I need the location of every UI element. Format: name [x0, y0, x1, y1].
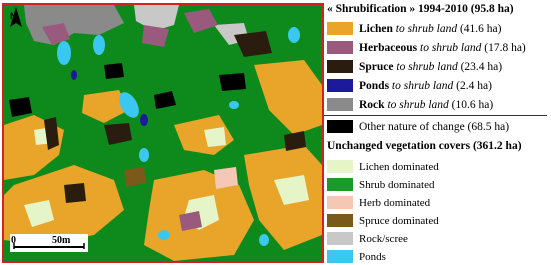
legend-swatch — [327, 98, 353, 111]
pond-change-patch — [71, 70, 77, 80]
legend-swatch — [327, 120, 353, 133]
north-label: N — [10, 11, 17, 21]
pond — [229, 101, 239, 109]
legend-swatch — [327, 160, 353, 173]
legend-item-shrub-dominated: Shrub dominated — [327, 177, 434, 192]
legend-item-other-change: Other nature of change (68.5 ha) — [327, 119, 509, 134]
legend-item-herb-dominated: Herb dominated — [327, 195, 430, 210]
legend-swatch — [327, 214, 353, 227]
legend-item-herbaceous-change: Herbaceous to shrub land (17.8 ha) — [327, 40, 526, 55]
other-change-patch — [104, 63, 124, 79]
legend-item-rock-scree: Rock/scree — [327, 231, 408, 246]
legend-swatch — [327, 41, 353, 54]
vegetation-change-map — [2, 3, 324, 263]
legend-swatch — [327, 22, 353, 35]
lichen-dominated-area — [204, 127, 226, 147]
legend-divider — [324, 115, 547, 116]
scale-start-label: 0 — [11, 235, 16, 246]
pond — [259, 234, 269, 246]
scale-end-label: 50m — [52, 235, 71, 246]
legend-item-rock-change: Rock to shrub land (10.6 ha) — [327, 97, 493, 112]
legend-title: « Shrubification » 1994-2010 (95.8 ha) — [327, 3, 514, 15]
legend-item-ponds: Ponds — [327, 249, 386, 264]
legend-swatch — [327, 60, 353, 73]
legend-swatch — [327, 232, 353, 245]
pond — [158, 230, 170, 240]
legend-swatch — [327, 250, 353, 263]
pond — [139, 148, 149, 162]
scale-bar — [10, 234, 88, 252]
unchanged-title: Unchanged vegetation covers (361.2 ha) — [327, 140, 522, 152]
pond — [93, 35, 105, 55]
map-legend — [324, 0, 551, 265]
legend-swatch — [327, 178, 353, 191]
legend-swatch — [327, 196, 353, 209]
legend-swatch — [327, 79, 353, 92]
map-raster — [4, 5, 322, 261]
pond — [288, 27, 300, 43]
legend-item-spruce-change: Spruce to shrub land (23.4 ha) — [327, 59, 502, 74]
other-change-patch — [219, 73, 246, 91]
pond-change-patch — [140, 114, 148, 126]
spruce-change-patch — [64, 183, 86, 203]
legend-item-lichen-change: Lichen to shrub land (41.6 ha) — [327, 21, 501, 36]
legend-item-spruce-dominated: Spruce dominated — [327, 213, 439, 228]
legend-item-ponds-change: Ponds to shrub land (2.4 ha) — [327, 78, 492, 93]
pond — [57, 41, 71, 65]
legend-item-lichen-dominated: Lichen dominated — [327, 159, 439, 174]
